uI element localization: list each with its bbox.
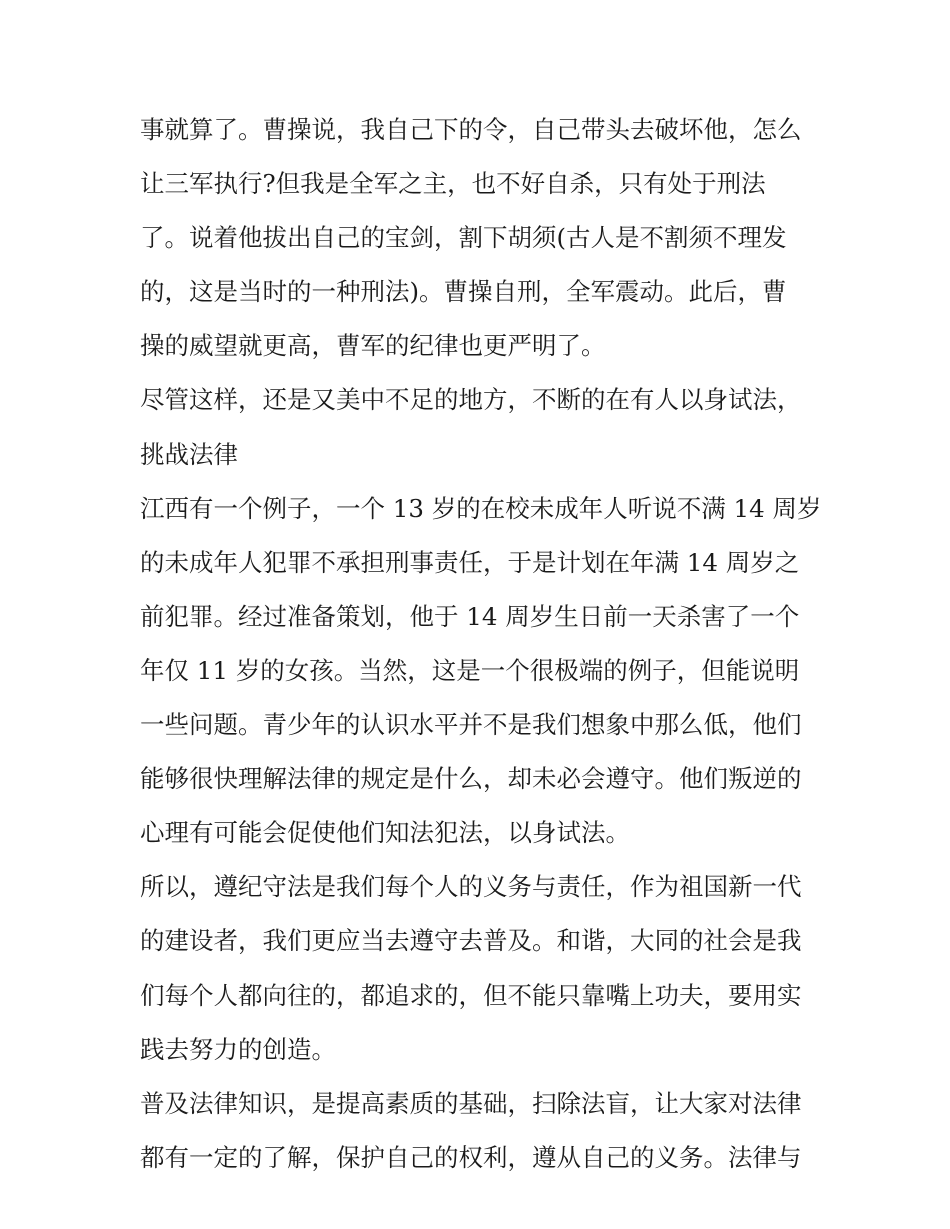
text-line: 一些问题。青少年的认识水平并不是我们想象中那么低，他们 [140,710,802,740]
text-line: 前犯罪。经过准备策划，他于 14 周岁生日前一天杀害了一个 [140,601,800,631]
text-line: 的未成年人犯罪不承担刑事责任，于是计划在年满 14 周岁之 [140,547,800,577]
text-line: 操的威望就更高，曹军的纪律也更严明了。 [140,331,606,361]
text-line: 们每个人都向往的，都追求的，但不能只靠嘴上功夫，要用实 [140,980,802,1010]
text-line: 能够很快理解法律的规定是什么，却未必会遵守。他们叛逆的 [140,764,802,794]
text-line: 的，这是当时的一种刑法)。曹操自刑，全军震动。此后，曹 [140,277,787,307]
text-line: 挑战法律 [140,439,238,469]
text-line: 江西有一个例子，一个 13 岁的在校未成年人听说不满 14 周岁 [140,493,822,523]
text-line: 事就算了。曹操说，我自己下的令，自己带头去破坏他，怎么 [140,115,802,144]
text-line: 年仅 11 岁的女孩。当然，这是一个很极端的例子，但能说明 [140,655,800,685]
text-line: 让三军执行?但我是全军之主，也不好自杀，只有处于刑法 [140,169,766,199]
text-line: 尽管这样，还是又美中不足的地方，不断的在有人以身试法， [140,385,802,415]
text-line: 践去努力的创造。 [140,1034,336,1064]
text-line: 心理有可能会促使他们知法犯法，以身试法。 [140,818,630,848]
text-line: 都有一定的了解，保护自己的权利，遵从自己的义务。法律与 [140,1142,802,1172]
text-line: 了。说着他拔出自己的宝剑，割下胡须(古人是不割须不理发 [140,223,787,253]
text-line: 的建设者，我们更应当去遵守去普及。和谐，大同的社会是我 [140,926,802,956]
text-line: 所以，遵纪守法是我们每个人的义务与责任，作为祖国新一代 [140,872,802,902]
text-line: 普及法律知识，是提高素质的基础，扫除法盲，让大家对法律 [140,1088,802,1118]
document-body [140,103,830,1185]
